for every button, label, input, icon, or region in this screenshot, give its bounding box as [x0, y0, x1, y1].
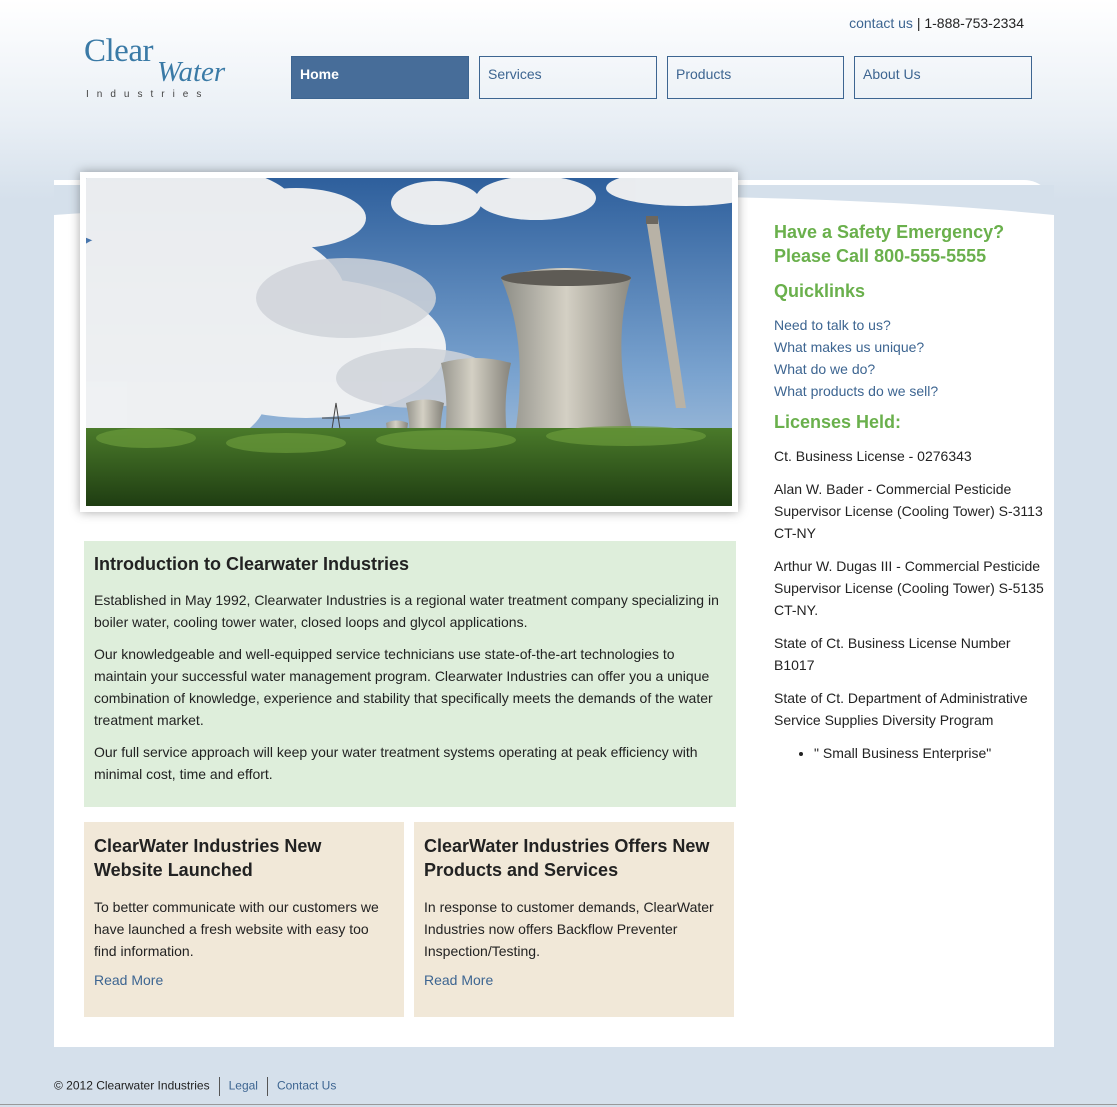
emergency-phone: Please Call 800-555-5555: [774, 246, 987, 266]
license-item: Alan W. Bader - Commercial Pesticide Supervisor License (Cooling Tower) S-3113 CT-NY: [774, 481, 1043, 541]
footer: [54, 1077, 336, 1096]
emergency-line: Have a Safety Emergency?: [774, 222, 1005, 242]
nav-tab-products[interactable]: Products: [667, 56, 844, 99]
intro-paragraph: Our full service approach will keep your water treatment systems operating at peak efficiency with minimal cost, time and effort.: [94, 744, 698, 782]
clearwater-logo[interactable]: [84, 33, 244, 103]
news-card-website: [84, 822, 404, 1017]
emergency-notice: [774, 220, 1054, 268]
logo-word-water: Water: [157, 56, 226, 88]
quicklinks-title: Quicklinks: [774, 281, 866, 301]
intro-section: [84, 541, 736, 807]
hero-image-cooling-towers: [86, 178, 732, 506]
list-item: • " Small Business Enterprise": [814, 742, 1054, 764]
intro-title: Introduction to Clearwater Industries: [94, 554, 410, 574]
news-title: ClearWater Industries New Website Launched: [94, 836, 322, 880]
news-body: To better communicate with our customers we have launched a fresh website with easy too find information.: [94, 899, 379, 959]
header-separator: |: [916, 15, 921, 31]
news-body: In response to customer demands, ClearWater Industries now offers Backflow Preventer Inspection/Testing.: [424, 899, 714, 959]
license-item: Ct. Business License - 0276343: [774, 448, 972, 464]
licenses-title: Licenses Held:: [774, 412, 902, 432]
quicklink-what-we-do[interactable]: What do we do?: [774, 361, 876, 377]
footer-divider: [267, 1077, 268, 1096]
license-item: Arthur W. Dugas III - Commercial Pesticide Supervisor License (Cooling Tower) S-5135 CT-NY.: [774, 558, 1044, 618]
bottom-divider: [0, 1104, 1117, 1105]
contact-us-footer-link[interactable]: Contact Us: [276, 1078, 337, 1093]
news-title: ClearWater Industries Offers New Products and Services: [424, 836, 710, 880]
nav-tab-services[interactable]: Services: [479, 56, 657, 99]
copyright: © 2012 Clearwater Industries: [54, 1078, 210, 1093]
contact-us-link[interactable]: contact us: [849, 15, 913, 31]
quicklink-talk[interactable]: Need to talk to us?: [774, 317, 891, 333]
intro-paragraph: Our knowledgeable and well-equipped service technicians use state-of-the-art technologies to maintain your successful water management program. Clearwater Industries can offer you a unique combination of knowledge, experience and stability that specifically meets the demands of the water treatment market.: [94, 646, 713, 728]
news-card-products: [414, 822, 734, 1017]
nav-tab-home[interactable]: Home: [291, 56, 469, 99]
nav-tab-about-us[interactable]: About Us: [854, 56, 1032, 99]
read-more-link[interactable]: Read More: [94, 972, 164, 988]
sidebar: [774, 220, 1054, 764]
header-phone: 1-888-753-2334: [924, 15, 1024, 31]
license-item: State of Ct. Business License Number B1017: [774, 635, 1011, 673]
read-more-link[interactable]: Read More: [424, 972, 494, 988]
diversity-list: [774, 742, 1054, 764]
quicklink-unique[interactable]: What makes us unique?: [774, 339, 925, 355]
header-contact: [849, 15, 1024, 31]
footer-divider: [219, 1077, 220, 1096]
hero-image-frame: [80, 172, 738, 512]
license-item: State of Ct. Department of Administrative Service Supplies Diversity Program: [774, 690, 1028, 728]
intro-paragraph: Established in May 1992, Clearwater Industries is a regional water treatment company specializing in boiler water, cooling tower water, closed loops and glycol applications.: [94, 592, 719, 630]
logo-word-industries: Industries: [86, 89, 210, 100]
quicklink-products[interactable]: What products do we sell?: [774, 383, 939, 399]
logo-word-clear: Clear: [84, 33, 153, 69]
quicklinks-list: [774, 314, 1054, 402]
legal-link[interactable]: Legal: [228, 1078, 258, 1093]
